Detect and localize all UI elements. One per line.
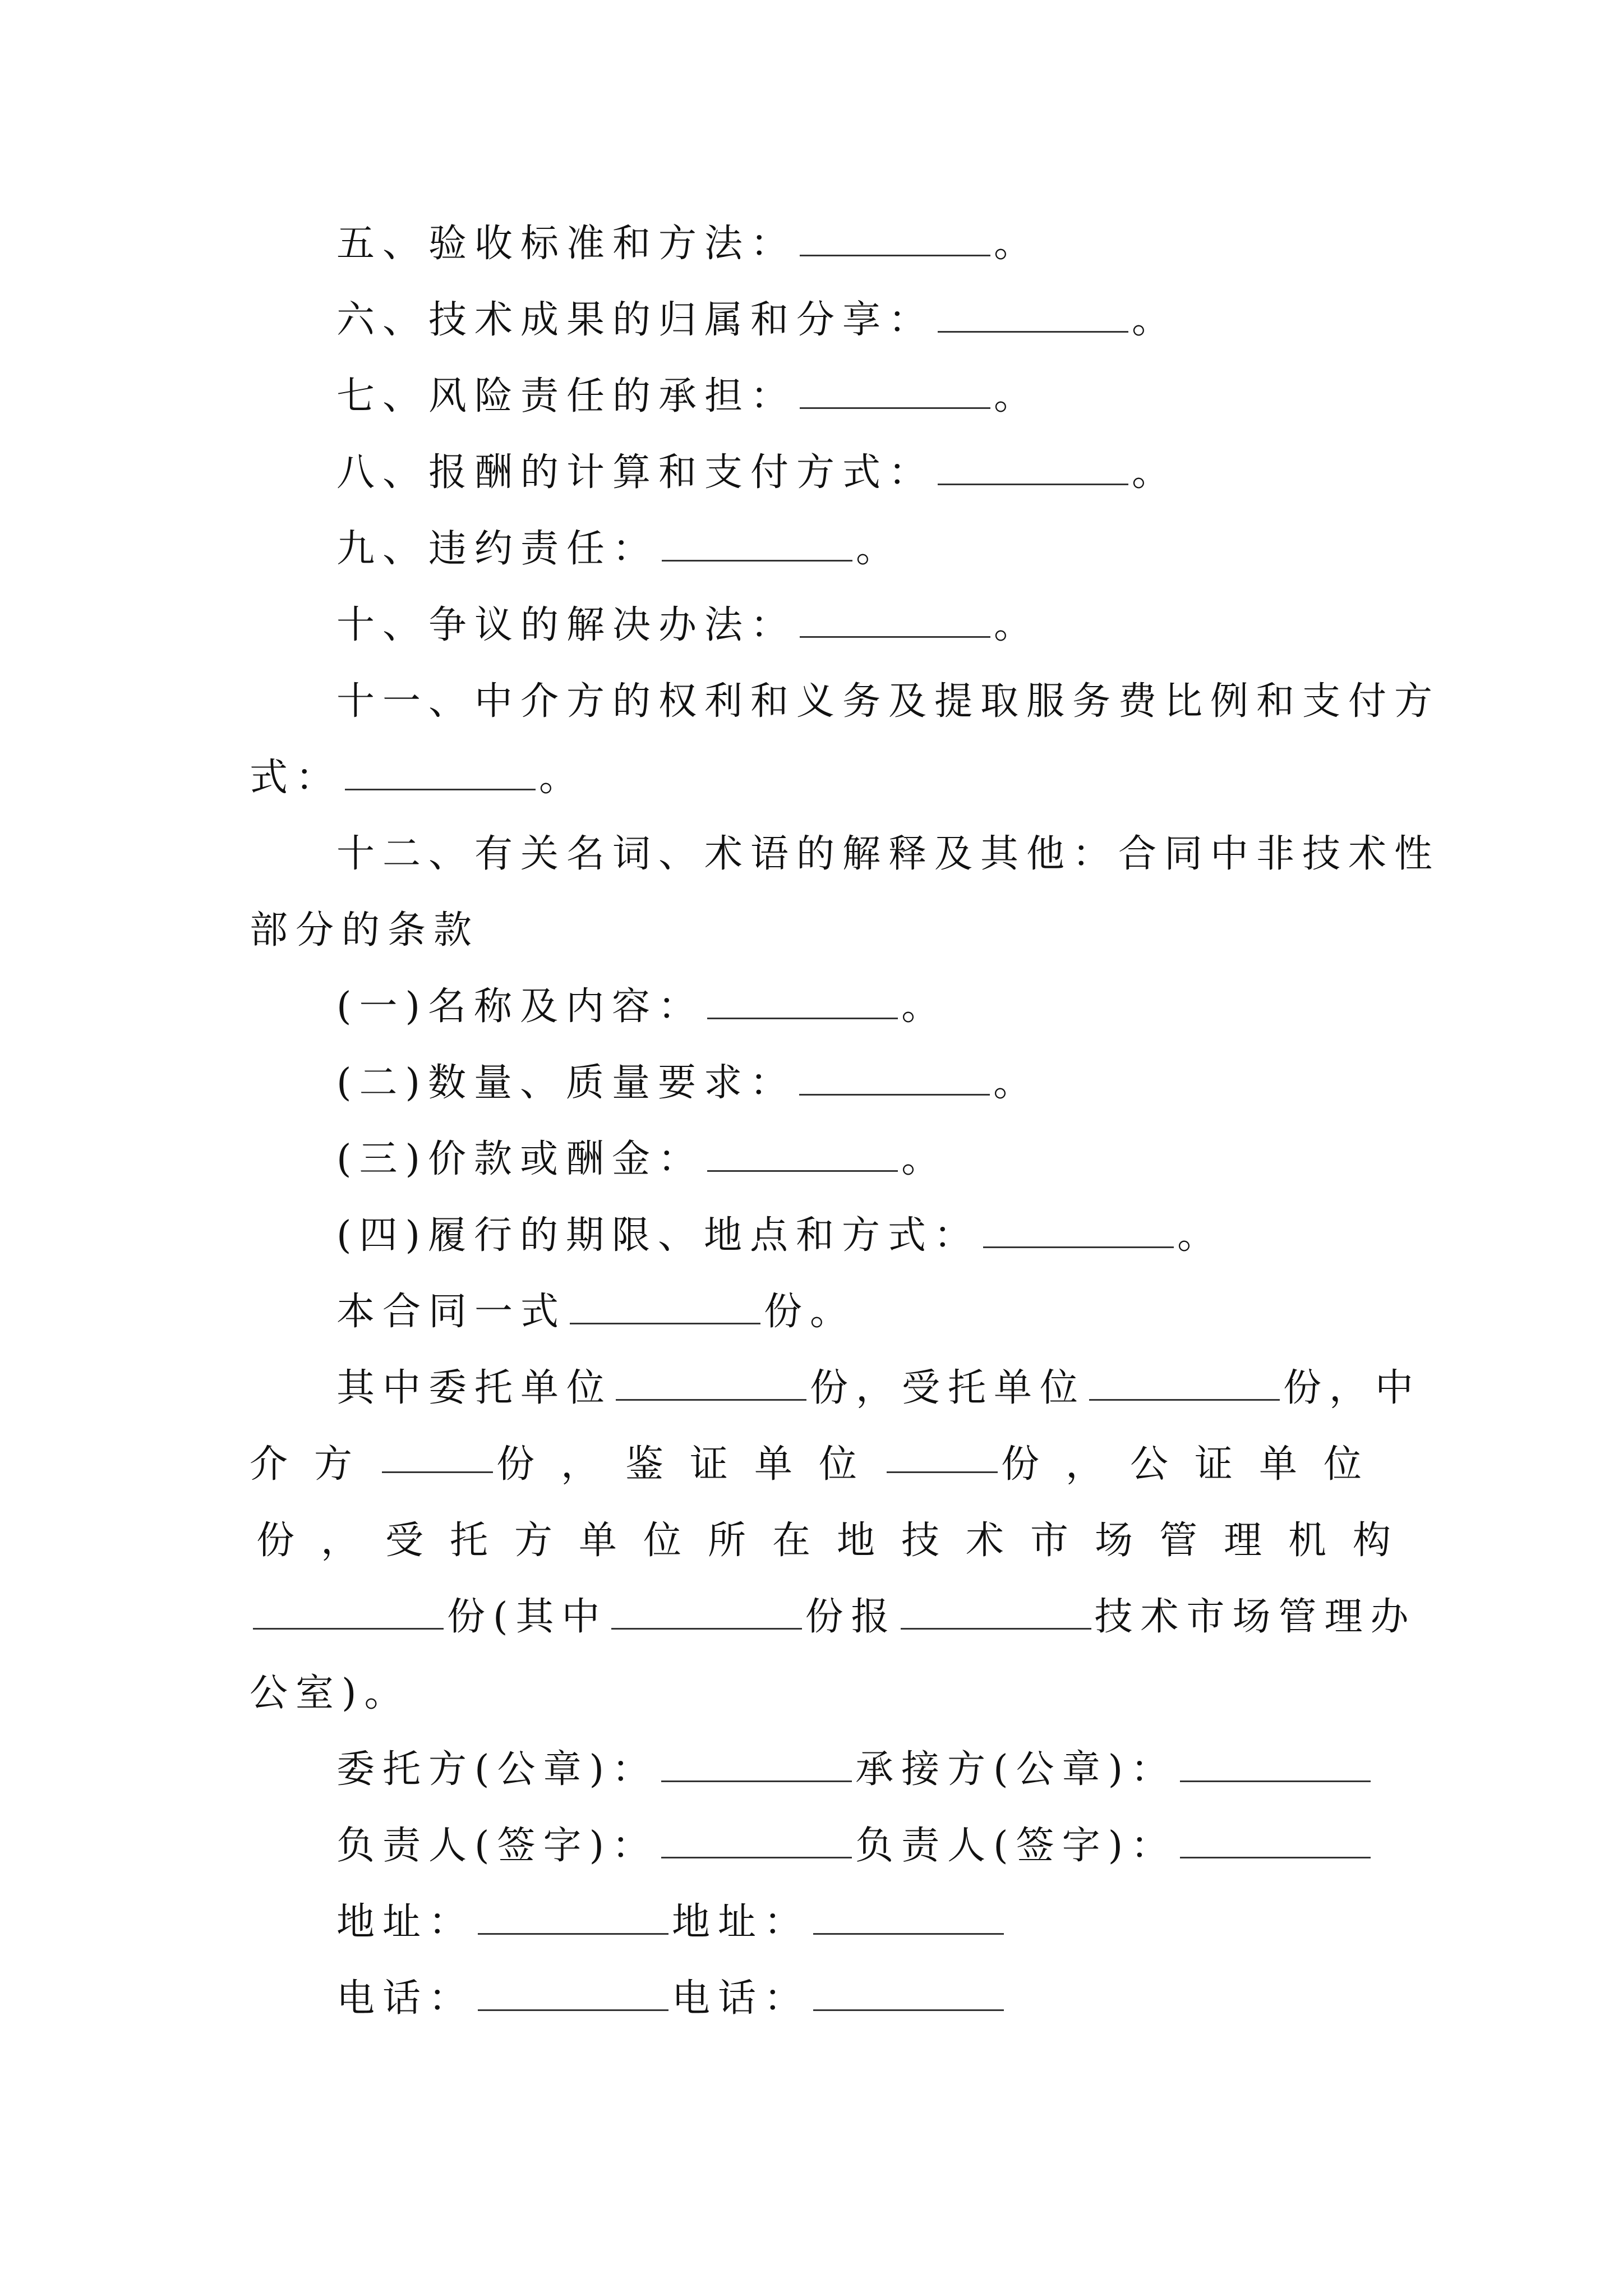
copies-intermediary-blank[interactable] xyxy=(382,1437,493,1473)
clause-7-label: 七、风险责任的承担： xyxy=(336,374,797,418)
sub-clause-3-label: (三)价款或酬金： xyxy=(336,1137,704,1181)
sub-clause-4-blank[interactable] xyxy=(983,1212,1174,1248)
clause-12-label-cont: 部分的条款 xyxy=(250,908,480,953)
contractor-address-label: 地址： xyxy=(672,1900,810,1944)
clause-6-blank[interactable] xyxy=(938,296,1128,333)
copies-contractor-label: 份，受托单位 xyxy=(810,1366,1086,1410)
sub-clause-1 xyxy=(336,979,947,1035)
clause-8-blank[interactable] xyxy=(938,449,1128,485)
copies-intermediary-cont: 介方 xyxy=(250,1442,379,1487)
period: 。 xyxy=(1132,298,1178,342)
contractor-seal-label: 承接方(公章)： xyxy=(855,1747,1177,1792)
copies-market-org-blank[interactable] xyxy=(253,1593,444,1630)
period: 。 xyxy=(856,527,902,571)
clause-8 xyxy=(336,445,1178,501)
clause-6 xyxy=(336,292,1178,348)
clause-5 xyxy=(336,216,1040,272)
sub-clause-4-label: (四)履行的期限、地点和方式： xyxy=(336,1213,980,1258)
clause-12-label: 十二、有关名词、术语的解释及其他：合同中非技术性 xyxy=(336,832,1441,876)
sub-clause-2 xyxy=(336,1055,1039,1111)
copies-office-label: 技术市场管理办 xyxy=(1094,1595,1417,1639)
client-seal-blank[interactable] xyxy=(661,1746,852,1782)
copies-appraiser-blank[interactable] xyxy=(887,1437,998,1473)
clause-11-line1 xyxy=(336,674,1440,730)
sub-clause-1-blank[interactable] xyxy=(707,983,898,1019)
client-address-blank[interactable] xyxy=(478,1898,668,1935)
contractor-head-label: 负责人(签字)： xyxy=(855,1824,1177,1868)
sub-clause-3-blank[interactable] xyxy=(707,1135,898,1172)
client-seal-label: 委托方(公章)： xyxy=(336,1747,658,1792)
contractor-phone-blank[interactable] xyxy=(813,1975,1004,2011)
copies-client-blank[interactable] xyxy=(616,1364,806,1401)
sub-clause-2-blank[interactable] xyxy=(799,1059,990,1096)
clause-8-label: 八、报酬的计算和支付方式： xyxy=(336,450,935,495)
copies-appraiser-label: 份，鉴证单位 xyxy=(496,1442,883,1487)
copies-market-org-label: 份，受托方单位所在地技术市场管理机构 xyxy=(256,1519,1418,1563)
period: 。 xyxy=(901,1137,948,1181)
client-head-blank[interactable] xyxy=(661,1822,852,1858)
clause-7 xyxy=(336,369,1040,425)
copies-report-label: 份报 xyxy=(805,1595,897,1639)
copies-of-which-label: 份(其中 xyxy=(447,1595,608,1639)
copies-contractor-blank[interactable] xyxy=(1089,1364,1280,1401)
phone-row xyxy=(336,1971,1007,2027)
clause-10-label: 十、争议的解决办法： xyxy=(336,603,797,647)
clause-11-label: 十一、中介方的权利和义务及提取服务费比例和支付方 xyxy=(336,679,1441,724)
clause-12-line1 xyxy=(336,826,1440,882)
clause-11-blank[interactable] xyxy=(345,754,536,790)
copies-total-blank[interactable] xyxy=(570,1288,760,1324)
clause-9-blank[interactable] xyxy=(662,525,852,562)
copies-report-blank[interactable] xyxy=(901,1593,1091,1630)
client-phone-blank[interactable] xyxy=(478,1975,668,2011)
copies-line2 xyxy=(250,1437,1388,1493)
period: 。 xyxy=(1132,450,1178,495)
copies-client-label: 其中委托单位 xyxy=(336,1366,613,1410)
contractor-phone-label: 电话： xyxy=(672,1976,810,2021)
copies-office-cont: 公室)。 xyxy=(250,1671,411,1715)
contractor-address-blank[interactable] xyxy=(813,1898,1004,1935)
period: 。 xyxy=(994,374,1040,418)
client-head-label: 负责人(签字)： xyxy=(336,1824,658,1868)
client-phone-label: 电话： xyxy=(336,1976,475,2021)
period: 。 xyxy=(994,603,1040,647)
copies-line4 xyxy=(250,1589,1417,1645)
period: 。 xyxy=(901,984,948,1029)
period: 。 xyxy=(994,222,1040,266)
clause-11-line2 xyxy=(250,750,585,806)
period: 。 xyxy=(539,756,585,800)
clause-5-label: 五、验收标准和方法： xyxy=(336,222,797,266)
sub-clause-1-label: (一)名称及内容： xyxy=(336,984,704,1029)
contractor-seal-blank[interactable] xyxy=(1180,1746,1371,1782)
clause-10 xyxy=(336,597,1040,654)
clause-11-label-cont: 式： xyxy=(250,756,342,800)
clause-10-blank[interactable] xyxy=(800,601,990,638)
client-address-label: 地址： xyxy=(336,1900,475,1944)
signature-seal-row xyxy=(336,1742,1374,1798)
copies-intro-label: 本合同一式 xyxy=(336,1290,567,1334)
clause-7-blank[interactable] xyxy=(800,372,990,409)
copies-intermediary-label: 份，中 xyxy=(1283,1366,1422,1410)
clause-9 xyxy=(336,521,902,577)
address-row xyxy=(336,1894,1007,1950)
copies-line3 xyxy=(250,1513,1418,1569)
copies-unit: 份。 xyxy=(764,1290,856,1334)
sub-clause-3 xyxy=(336,1131,947,1188)
signature-head-row xyxy=(336,1818,1374,1874)
clause-9-label: 九、违约责任： xyxy=(336,527,659,571)
sub-clause-2-label: (二)数量、质量要求： xyxy=(336,1061,796,1105)
contractor-head-blank[interactable] xyxy=(1180,1822,1371,1858)
period: 。 xyxy=(1177,1213,1224,1258)
copies-notary-label: 份，公证单位 xyxy=(1000,1442,1388,1487)
clause-5-blank[interactable] xyxy=(800,220,990,256)
copies-line5 xyxy=(250,1665,411,1722)
clause-6-label: 六、技术成果的归属和分享： xyxy=(336,298,935,342)
period: 。 xyxy=(993,1061,1040,1105)
clause-12-line2 xyxy=(250,903,479,959)
copies-line1 xyxy=(336,1360,1421,1416)
sub-clause-4 xyxy=(336,1208,1223,1264)
copies-intro xyxy=(336,1284,856,1340)
copies-of-which-blank[interactable] xyxy=(611,1593,802,1630)
